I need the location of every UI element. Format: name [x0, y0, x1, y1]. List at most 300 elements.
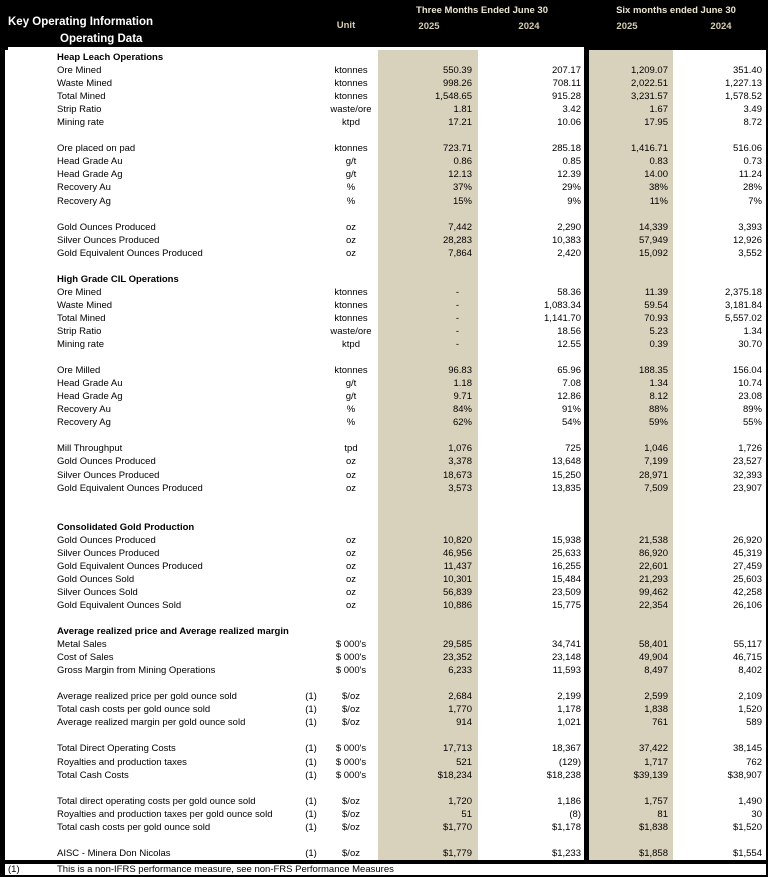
row-label: Total cash costs per gold ounce sold	[57, 704, 211, 716]
row-unit: oz	[345, 456, 357, 468]
cell-value: 81	[657, 808, 668, 820]
cell-value: 1,770	[448, 704, 472, 716]
table-row	[5, 155, 766, 168]
row-label: Recovery Ag	[57, 195, 111, 207]
table-row	[5, 195, 766, 208]
cell-value: 723.71	[442, 143, 472, 155]
row-label: Gold Equivalent Ounces Produced	[57, 247, 203, 259]
table-row	[5, 599, 766, 612]
cell-value: 11%	[649, 195, 668, 207]
cell-value: 16,255	[551, 560, 581, 572]
row-unit: oz	[345, 482, 357, 494]
row-unit: $ 000's	[335, 665, 367, 677]
cell-value: 51	[461, 808, 472, 820]
column-header-year: 2025	[616, 21, 638, 32]
cell-value: 38%	[648, 182, 668, 194]
spacer-row	[5, 260, 766, 273]
cell-value: 57,949	[638, 234, 668, 246]
spacer-row	[5, 508, 766, 521]
row-label: Average realized price and Average realized margin	[57, 626, 289, 638]
table-row	[5, 103, 766, 116]
cell-value: 589	[746, 717, 762, 729]
section-header-row	[5, 51, 766, 64]
cell-value: 25,633	[551, 547, 581, 559]
cell-value: $1,770	[442, 821, 472, 833]
cell-value: 1,757	[644, 795, 668, 807]
cell-value: 3,378	[448, 456, 472, 468]
cell-value: 725	[565, 443, 581, 455]
cell-value: 11,593	[552, 665, 581, 677]
table-row	[5, 547, 766, 560]
row-label: Gold Equivalent Ounces Sold	[57, 599, 182, 611]
row-unit: waste/ore	[330, 325, 372, 337]
row-unit: ktonnes	[334, 365, 368, 377]
table-row	[5, 325, 766, 338]
row-unit: g/t	[345, 378, 357, 390]
page-title: Key Operating Information	[8, 16, 154, 28]
cell-value: 58.36	[557, 286, 581, 298]
row-unit: oz	[345, 586, 357, 598]
cell-value: $1,520	[732, 821, 762, 833]
row-unit: oz	[345, 221, 357, 233]
cell-value: -	[455, 286, 459, 298]
cell-value: 45,319	[732, 547, 762, 559]
footnote-marker: (1)	[8, 864, 20, 875]
row-unit: ktonnes	[334, 312, 368, 324]
cell-value: 1.34	[649, 378, 668, 390]
cell-value: 1.67	[649, 104, 668, 116]
column-group-three-months: Three Months Ended June 30	[416, 5, 548, 16]
period-divider-bar	[584, 47, 589, 877]
cell-value: 12.86	[557, 391, 581, 403]
cell-value: 88%	[648, 404, 668, 416]
cell-value: 11,437	[443, 560, 472, 572]
non-ifrs-note-marker: (1)	[305, 691, 317, 703]
non-ifrs-note-marker: (1)	[305, 821, 317, 833]
table-row	[5, 586, 766, 599]
row-unit: $ 000's	[335, 756, 367, 768]
cell-value: 761	[652, 717, 668, 729]
non-ifrs-note-marker: (1)	[305, 808, 317, 820]
cell-value: 3,393	[738, 221, 762, 233]
cell-value: 762	[746, 756, 762, 768]
cell-value: 13,835	[551, 482, 581, 494]
cell-value: -	[455, 339, 459, 351]
spacer-row	[5, 429, 766, 442]
cell-value: 49,904	[638, 652, 668, 664]
cell-value: 27,459	[732, 560, 762, 572]
cell-value: 2,290	[557, 221, 581, 233]
row-label: Average realized price per gold ounce sold	[57, 691, 237, 703]
table-row	[5, 808, 766, 821]
row-unit: $ 000's	[335, 743, 367, 755]
cell-value: $39,139	[633, 769, 668, 781]
cell-value: 21,538	[638, 534, 668, 546]
cell-value: 1,416.71	[631, 143, 668, 155]
column-header-year: 2024	[518, 21, 540, 32]
cell-value: 1,076	[448, 443, 472, 455]
cell-value: 0.73	[743, 156, 762, 168]
row-label: Head Grade Au	[57, 378, 123, 390]
cell-value: 1,209.07	[631, 65, 668, 77]
table-row	[5, 455, 766, 468]
cell-value: 521	[456, 756, 472, 768]
row-unit: $ 000's	[335, 769, 367, 781]
cell-value: 46,715	[732, 652, 762, 664]
table-rows	[5, 51, 766, 860]
cell-value: 23,527	[732, 456, 762, 468]
table-row	[5, 690, 766, 703]
cell-value: 1,227.13	[725, 78, 762, 90]
cell-value: 28%	[742, 182, 762, 194]
row-unit: oz	[345, 599, 357, 611]
row-label: Silver Ounces Produced	[57, 469, 160, 481]
spacer-row	[5, 612, 766, 625]
cell-value: 86,920	[638, 547, 668, 559]
row-label: Total Cash Costs	[57, 769, 129, 781]
non-ifrs-note-marker: (1)	[305, 847, 317, 859]
cell-value: 10,383	[551, 234, 581, 246]
cell-value: 22,601	[638, 560, 668, 572]
cell-value: 38,145	[732, 743, 762, 755]
row-unit: ktonnes	[334, 78, 368, 90]
row-label: Waste Mined	[57, 299, 113, 311]
cell-value: 1,578.52	[725, 91, 762, 103]
cell-value: 29,585	[442, 639, 472, 651]
table-row	[5, 299, 766, 312]
cell-value: 26,920	[732, 534, 762, 546]
cell-value: 10,301	[442, 573, 472, 585]
cell-value: 9.71	[453, 391, 472, 403]
cell-value: 23.08	[738, 391, 762, 403]
cell-value: 2,109	[738, 691, 762, 703]
cell-value: 0.83	[649, 156, 668, 168]
cell-value: 1,083.34	[544, 299, 581, 311]
cell-value: 28,283	[442, 234, 472, 246]
row-label: Gross Margin from Mining Operations	[57, 665, 216, 677]
spacer-row	[5, 495, 766, 508]
cell-value: 12.55	[557, 339, 581, 351]
row-unit: oz	[345, 234, 357, 246]
row-label: Gold Ounces Sold	[57, 573, 135, 585]
table-row	[5, 821, 766, 834]
cell-value: 21,293	[638, 573, 668, 585]
cell-value: 2,599	[644, 691, 668, 703]
table-row	[5, 221, 766, 234]
row-label: AISC - Minera Don Nicolas	[57, 847, 171, 859]
cell-value: 2,375.18	[725, 286, 762, 298]
row-label: Recovery Au	[57, 182, 111, 194]
cell-value: 58,401	[638, 639, 668, 651]
cell-value: -	[455, 325, 459, 337]
cell-value: 1.81	[453, 104, 472, 116]
row-label: Consolidated Gold Production	[57, 521, 195, 533]
cell-value: 8.72	[743, 117, 762, 129]
table-row	[5, 716, 766, 729]
row-unit: g/t	[345, 169, 357, 181]
row-label: Royalties and production taxes	[57, 756, 187, 768]
spacer-row	[5, 129, 766, 142]
row-label: Total Direct Operating Costs	[57, 743, 176, 755]
cell-value: 17.95	[644, 117, 668, 129]
cell-value: 0.85	[562, 156, 581, 168]
row-unit: $/oz	[342, 847, 360, 859]
cell-value: 18,673	[442, 469, 472, 481]
table-row	[5, 377, 766, 390]
cell-value: 1,717	[644, 756, 668, 768]
cell-value: 1,141.70	[544, 312, 581, 324]
cell-value: 15,938	[551, 534, 581, 546]
cell-value: 46,956	[442, 547, 472, 559]
row-label: Total direct operating costs per gold ounce sold	[57, 795, 256, 807]
non-ifrs-note-marker: (1)	[305, 795, 317, 807]
cell-value: 25,603	[732, 573, 762, 585]
cell-value: $1,858	[638, 847, 668, 859]
cell-value: 351.40	[732, 65, 762, 77]
table-row	[5, 664, 766, 677]
cell-value: 34,741	[551, 639, 581, 651]
cell-value: 1,186	[557, 795, 581, 807]
table-row	[5, 756, 766, 769]
cell-value: 3,552	[738, 247, 762, 259]
cell-value: 55%	[742, 417, 762, 429]
row-label: Gold Equivalent Ounces Produced	[57, 560, 203, 572]
table-row	[5, 312, 766, 325]
table-row	[5, 338, 766, 351]
row-label: Recovery Au	[57, 404, 111, 416]
table-row	[5, 769, 766, 782]
non-ifrs-note-marker: (1)	[305, 769, 317, 781]
row-unit: $/oz	[342, 704, 360, 716]
cell-value: 10.06	[557, 117, 581, 129]
cell-value: 1,720	[448, 795, 472, 807]
cell-value: 11.39	[644, 286, 668, 298]
spacer-row	[5, 729, 766, 742]
table-row	[5, 116, 766, 129]
cell-value: 18,367	[551, 743, 581, 755]
section-header-row	[5, 273, 766, 286]
cell-value: 65.96	[557, 365, 581, 377]
cell-value: 1,490	[738, 795, 762, 807]
table-row	[5, 390, 766, 403]
row-unit: $/oz	[342, 691, 360, 703]
table-row	[5, 364, 766, 377]
cell-value: 28,971	[638, 469, 668, 481]
row-unit: $/oz	[342, 717, 360, 729]
row-unit: %	[346, 182, 356, 194]
cell-value: 1,046	[644, 443, 668, 455]
cell-value: 1,520	[738, 704, 762, 716]
non-ifrs-note-marker: (1)	[305, 704, 317, 716]
row-label: Heap Leach Operations	[57, 52, 164, 63]
table-row	[5, 77, 766, 90]
row-label: Strip Ratio	[57, 325, 102, 337]
row-label: Total cash costs per gold ounce sold	[57, 821, 211, 833]
cell-value: 42,258	[732, 586, 762, 598]
cell-value: 12.39	[557, 169, 581, 181]
cell-value: 18.56	[557, 325, 581, 337]
cell-value: 7,442	[448, 221, 472, 233]
spacer-row	[5, 208, 766, 221]
cell-value: 14.00	[644, 169, 668, 181]
row-label: Metal Sales	[57, 639, 107, 651]
cell-value: 915.28	[551, 91, 581, 103]
row-label: Waste Mined	[57, 78, 113, 90]
cell-value: 12.13	[448, 169, 472, 181]
cell-value: 23,509	[551, 586, 581, 598]
cell-value: 550.39	[442, 65, 472, 77]
row-label: Gold Ounces Produced	[57, 221, 156, 233]
cell-value: 9%	[567, 195, 581, 207]
row-label: Head Grade Ag	[57, 169, 123, 181]
cell-value: 156.04	[732, 365, 762, 377]
non-ifrs-note-marker: (1)	[305, 756, 317, 768]
row-unit: ktonnes	[334, 91, 368, 103]
cell-value: 23,352	[442, 652, 472, 664]
row-unit: %	[346, 417, 356, 429]
row-label: Mining rate	[57, 339, 104, 351]
row-label: Gold Ounces Produced	[57, 456, 156, 468]
column-header-year: 2024	[710, 21, 732, 32]
row-unit: $/oz	[342, 808, 360, 820]
cell-value: 1,021	[557, 717, 581, 729]
spacer-row	[5, 677, 766, 690]
row-unit: oz	[345, 573, 357, 585]
table-row	[5, 573, 766, 586]
cell-value: -	[455, 299, 459, 311]
cell-value: 3,573	[448, 482, 472, 494]
section-header-row	[5, 521, 766, 534]
row-label: Mining rate	[57, 117, 104, 129]
spacer-row	[5, 834, 766, 847]
row-label: Average realized margin per gold ounce sold	[57, 717, 246, 729]
row-label: Gold Ounces Produced	[57, 534, 156, 546]
cell-value: 23,907	[732, 482, 762, 494]
cell-value: 30	[751, 808, 762, 820]
cell-value: 17,713	[442, 743, 472, 755]
cell-value: 2,420	[557, 247, 581, 259]
cell-value: 8,402	[738, 665, 762, 677]
cell-value: 0.39	[649, 339, 668, 351]
cell-value: 59.54	[644, 299, 668, 311]
cell-value: 3,181.84	[725, 299, 762, 311]
cell-value: 37,422	[638, 743, 668, 755]
row-unit: ktpd	[342, 117, 360, 129]
row-label: Strip Ratio	[57, 104, 102, 116]
cell-value: 96.83	[448, 365, 472, 377]
row-label: High Grade CIL Operations	[57, 273, 179, 285]
cell-value: 14,339	[638, 221, 668, 233]
row-unit: g/t	[345, 391, 357, 403]
row-unit: ktonnes	[334, 65, 368, 77]
column-group-six-months: Six months ended June 30	[616, 5, 736, 16]
row-label: Cost of Sales	[57, 652, 114, 664]
cell-value: 15,775	[551, 599, 581, 611]
cell-value: 2,684	[448, 691, 472, 703]
table-row	[5, 703, 766, 716]
row-label: Total Mined	[57, 91, 106, 103]
cell-value: 1,838	[644, 704, 668, 716]
row-label: Ore placed on pad	[57, 143, 136, 155]
non-ifrs-note-marker: (1)	[305, 743, 317, 755]
table-row	[5, 64, 766, 77]
cell-value: 56,839	[442, 586, 472, 598]
row-label: Recovery Ag	[57, 417, 111, 429]
cell-value: 37%	[452, 182, 472, 194]
table-row	[5, 416, 766, 429]
row-unit: oz	[345, 247, 357, 259]
cell-value: 3.42	[562, 104, 581, 116]
row-label: Total Mined	[57, 312, 106, 324]
cell-value: 22,354	[638, 599, 668, 611]
row-unit: g/t	[345, 156, 357, 168]
cell-value: 62%	[452, 417, 472, 429]
cell-value: 1.18	[453, 378, 472, 390]
cell-value: 1,548.65	[435, 91, 472, 103]
cell-value: 5.23	[649, 325, 668, 337]
cell-value: 1,726	[738, 443, 762, 455]
table-row	[5, 403, 766, 416]
cell-value: 12,926	[732, 234, 762, 246]
cell-value: $18,238	[546, 769, 581, 781]
row-label: Ore Mined	[57, 65, 102, 77]
cell-value: 59%	[648, 417, 668, 429]
cell-value: 7,509	[644, 482, 668, 494]
cell-value: 6,233	[448, 665, 472, 677]
cell-value: 15,250	[551, 469, 581, 481]
row-label: Head Grade Ag	[57, 391, 123, 403]
table-row	[5, 90, 766, 103]
table-row	[5, 742, 766, 755]
cell-value: 84%	[452, 404, 472, 416]
cell-value: 8,497	[644, 665, 668, 677]
row-label: Head Grade Au	[57, 156, 123, 168]
table-row	[5, 651, 766, 664]
table-row	[5, 847, 766, 860]
table-row	[5, 168, 766, 181]
footnote-text: This is a non-IFRS performance measure, see non-FRS Performance Measures	[57, 864, 394, 875]
row-unit: $/oz	[342, 821, 360, 833]
cell-value: $1,779	[442, 847, 472, 859]
cell-value: 188.35	[638, 365, 668, 377]
row-unit: oz	[345, 469, 357, 481]
non-ifrs-note-marker: (1)	[305, 717, 317, 729]
cell-value: $38,907	[727, 769, 762, 781]
row-unit: ktonnes	[334, 286, 368, 298]
cell-value: 32,393	[732, 469, 762, 481]
row-label: Ore Milled	[57, 365, 101, 377]
cell-value: 2,199	[557, 691, 581, 703]
cell-value: 0.86	[453, 156, 472, 168]
cell-value: $18,234	[437, 769, 472, 781]
table-row	[5, 795, 766, 808]
row-unit: oz	[345, 534, 357, 546]
cell-value: 7.08	[562, 378, 581, 390]
cell-value: $1,233	[551, 847, 581, 859]
cell-value: $1,178	[551, 821, 581, 833]
cell-value: 26,106	[732, 599, 762, 611]
cell-value: 5,557.02	[725, 312, 762, 324]
cell-value: 3.49	[743, 104, 762, 116]
table-row	[5, 482, 766, 495]
row-unit: %	[346, 195, 356, 207]
cell-value: 8.12	[649, 391, 668, 403]
cell-value: 3,231.57	[631, 91, 668, 103]
column-header-unit: Unit	[336, 20, 356, 31]
cell-value: 30.70	[738, 339, 762, 351]
row-label: Gold Equivalent Ounces Produced	[57, 482, 203, 494]
cell-value: 10,886	[442, 599, 472, 611]
